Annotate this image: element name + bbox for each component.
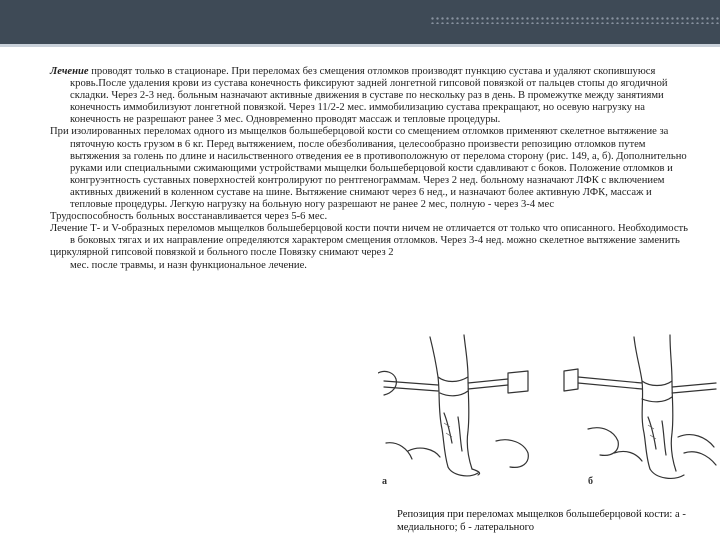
document-body <box>50 66 692 272</box>
lead-word: Лечение <box>50 66 89 77</box>
title-bar <box>0 0 720 44</box>
reposition-figure <box>378 333 720 490</box>
dot-pattern <box>430 16 720 24</box>
paragraph-t-v-fractures: Лечение Т- и V-образных переломов мыщелков большеберцовой кости почти ничем не отличается от только что описанного. Необходимость в боковых тягах и их направление определяются характером смещения отломков. Через 3-4 нед. можно скелетное вытяжение заменить <box>50 223 688 247</box>
paragraph-recovery: Трудоспособность больных восстанавливается через 5-6 мес. <box>50 211 328 223</box>
paragraph-functional-treatment: циркулярной гипсовой повязкой и больного после Повязку снимают через 2 мес. после травмы, и назн функциональное лечение. <box>50 247 394 271</box>
figure-caption: Репозиция при переломах мыщелков большеберцовой кости: а - медиального; б - латерального <box>397 509 686 533</box>
figure-label-a: а <box>382 476 387 487</box>
paragraph-text: проводят только в стационаре. При переломах без смещения отломков производят пункцию сустава и удаляют скопившуюся кровь.После удаления крови из сустава конечность фиксируют задней лонгетной гипсовой повязкой от пальцев стопы до ягодичной складки. Через 2-3 нед. больным назначают активные движения в суставе по нескольку раз в день. В промежутке между занятиями конечность иммобилизуют лонгетной повязкой. Через 11/2-2 мес. иммобилизацию сустава прекращают, но осевую нагрузку на конечность не разрешают ранее 3 мес. Одновременно проводят массаж и тепловые процедуры. <box>70 66 668 126</box>
paragraph-treatment <box>50 66 692 126</box>
paragraph-isolated-fractures: При изолированных переломах одного из мыщелков большеберцовой кости со смещением отломков применяют скелетное вытяжение за пяточную кость грузом в 6 кг. Перед вытяжением, после обезболивания, целесообразно произвести репозицию отломков путем вытяжения за голень по длине и насильственного отведения ее в противоположную от перелома сторону (рис. 149, а, б). Дополнительно руками или специальными сжимающими устройствами мыщелки большеберцовой кости сдавливают с боков. Положение отломков и конгруэнтность суставных поверхностей контролируют по рентгенограммам. Через 2 нед. больному назначают ЛФК с включением активных движений в коленном суставе на шине. Вытяжение снимают через 6 нед., и назначают более активную ЛФК, массаж и тепловые процедуры. Легкую нагрузку на больную ногу разрешают не ранее 2 мес, полную - через 3-4 мес <box>50 126 687 211</box>
accent-line <box>0 44 720 47</box>
leg-illustration <box>378 333 720 490</box>
figure-label-b: б <box>588 476 593 487</box>
